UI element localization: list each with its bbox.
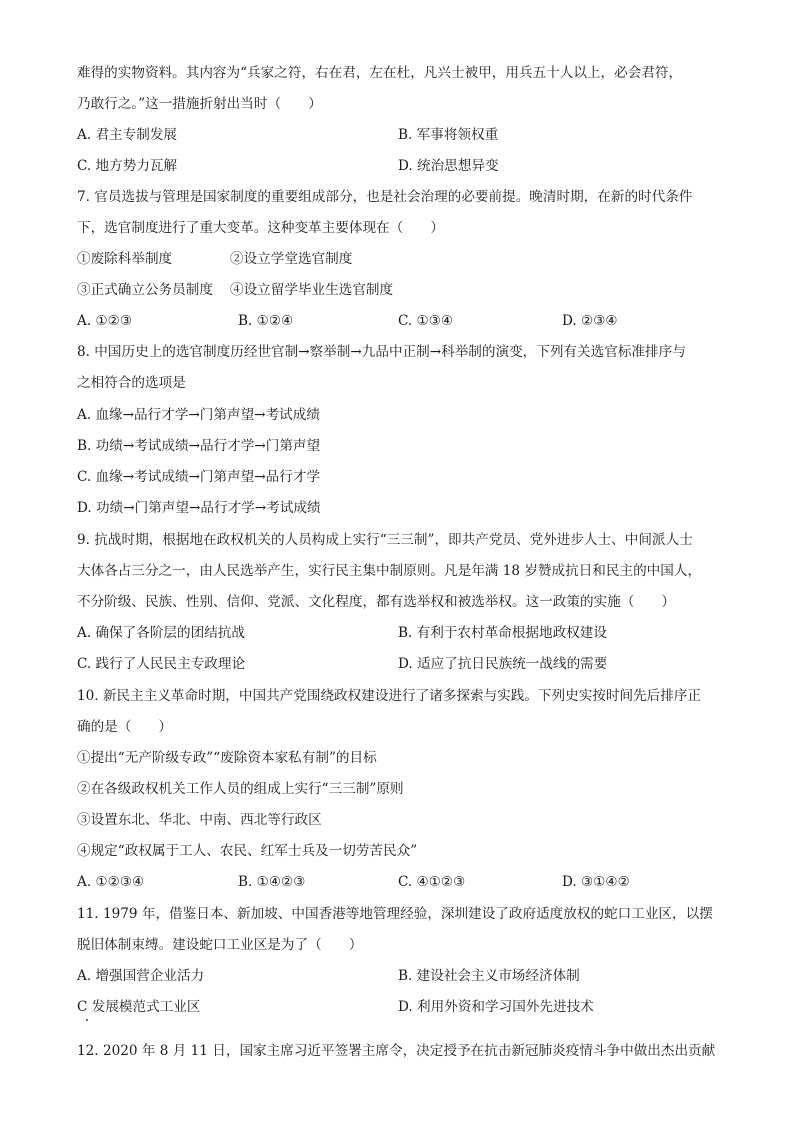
q10-stem-line1: 10. 新民主主义革命时期，中国共产党围绕政权建设进行了诸多探索与实践。下列史实按时间先后排序正 (77, 688, 702, 704)
q9-stem-line2: 大体各占三分之一，由人民选举产生，实行民主集中制原则。凡是年满 18 岁赞成抗日和民主的中国人， (77, 563, 702, 579)
q7-item-3: ③正式确立公务员制度 (77, 282, 213, 298)
q7-item-2: ②设立学堂选官制度 (230, 251, 353, 267)
q7-option-c: C. ①③④ (398, 313, 454, 329)
q10-option-a: A. ①②③④ (77, 874, 145, 890)
q11-option-a: A. 增强国营企业活力 (77, 968, 205, 984)
q8-option-b: B. 功绩→考试成绩→品行才学→门第声望 (77, 438, 321, 454)
q10-option-d: D. ③①④② (562, 874, 630, 890)
stray-mark (86, 1019, 88, 1021)
q6-stem-line2: 乃敢行之。”这一措施折射出当时（ ） (77, 96, 322, 112)
q11-stem-line1: 11. 1979 年，借鉴日本、新加坡、中国香港等地管理经验，深圳建设了政府适度放权的蛇口工业区，以摆 (77, 906, 713, 922)
q7-option-d: D. ②③④ (562, 313, 618, 329)
q10-option-c: C. ④①②③ (398, 874, 466, 890)
q11-option-c: C 发展模范式工业区 (77, 999, 201, 1015)
q9-option-b: B. 有利于农村革命根据地政权建设 (398, 625, 607, 641)
q7-stem-line2: 下，选官制度进行了重大变革。这种变革主要体现在（ ） (77, 220, 445, 236)
q6-option-b: B. 军事将领权重 (398, 127, 499, 143)
q7-option-a: A. ①②③ (77, 313, 133, 329)
q11-stem-line2: 脱旧体制束缚。建设蛇口工业区是为了（ ） (77, 937, 363, 953)
q9-option-d: D. 适应了抗日民族统一战线的需要 (398, 656, 608, 672)
q8-option-a: A. 血缘→品行才学→门第声望→考试成绩 (77, 407, 320, 423)
q10-item-2: ②在各级政权机关工作人员的组成上实行“三三制”原则 (77, 781, 404, 797)
q10-item-3: ③设置东北、华北、中南、西北等行政区 (77, 812, 322, 828)
q9-option-a: A. 确保了各阶层的团结抗战 (77, 625, 245, 641)
q8-option-d: D. 功绩→门第声望→品行才学→考试成绩 (77, 500, 321, 516)
q12-stem-line1: 12. 2020 年 8 月 11 日，国家主席习近平签署主席令，决定授予在抗击新冠肺炎疫情斗争中做出杰出贡献 (77, 1043, 716, 1059)
q7-item-1: ①废除科举制度 (77, 251, 173, 267)
q7-option-b: B. ①②④ (238, 313, 294, 329)
q9-stem-line1: 9. 抗战时期，根据地在政权机关的人员构成上实行“三三制”，即共产党员、党外进步人士、中间派人士 (77, 532, 693, 548)
q6-option-d: D. 统治思想异变 (398, 158, 499, 174)
q9-option-c: C. 践行了人民民主专政理论 (77, 656, 246, 672)
q9-stem-line3: 不分阶级、民族、性别、信仰、党派、文化程度，都有选举权和被选举权。这一政策的实施（ ） (77, 594, 676, 610)
q10-stem-line2: 确的是（ ） (77, 719, 173, 735)
q7-item-4: ④设立留学毕业生选官制度 (230, 282, 394, 298)
q10-item-4: ④规定“政权属于工人、农民、红军士兵及一切劳苦民众” (77, 843, 418, 859)
q7-stem-line1: 7. 官员选拔与管理是国家制度的重要组成部分，也是社会治理的必要前提。晚清时期，在新的时代条件 (77, 189, 693, 205)
q8-option-c: C. 血缘→考试成绩→门第声望→品行才学 (77, 469, 321, 485)
q6-option-a: A. 君主专制发展 (77, 127, 178, 143)
q8-stem-line1: 8. 中国历史上的选官制度历经世官制→察举制→九品中正制→科举制的演变，下列有关选官标准排序与 (77, 344, 686, 360)
q8-stem-line2: 之相符合的选项是 (77, 375, 186, 391)
q10-option-b: B. ①④②③ (238, 874, 306, 890)
q11-option-b: B. 建设社会主义市场经济体制 (398, 968, 580, 984)
q6-stem-line1: 难得的实物资料。其内容为“兵家之符，右在君，左在杜，凡兴士被甲，用兵五十人以上，必会君符， (77, 65, 683, 81)
q10-item-1: ①提出“无产阶级专政”“废除资本家私有制”的目标 (77, 750, 377, 766)
q11-option-d: D. 利用外资和学习国外先进技术 (398, 999, 594, 1015)
q6-option-c: C. 地方势力瓦解 (77, 158, 178, 174)
